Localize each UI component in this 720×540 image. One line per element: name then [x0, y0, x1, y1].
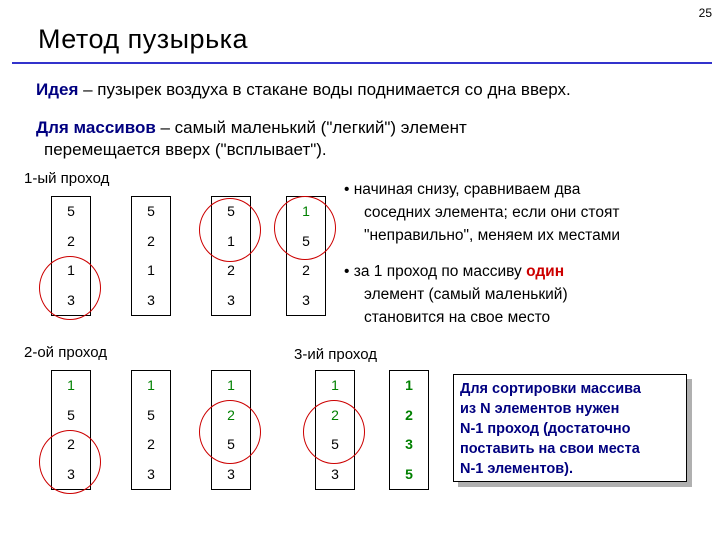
idea-line [36, 80, 571, 100]
array-cell-sorted: 1 [405, 377, 413, 393]
bullet-highlight-word: один [526, 263, 565, 280]
note-line: Для сортировки массива [460, 381, 641, 397]
arrays-text: – самый маленький ("легкий") элемент [155, 118, 467, 137]
third-pass-label: 3-ий проход [294, 346, 377, 363]
array-cell: 5 [147, 406, 155, 423]
array-cell-sorted: 1 [331, 377, 339, 393]
array-cell: 5 [302, 232, 310, 249]
array-cell: 2 [147, 232, 155, 249]
array-cell: 3 [227, 291, 235, 308]
array-cell: 3 [302, 291, 310, 308]
bullet-one-pass-text: • за 1 проход по массиву [344, 263, 527, 280]
array-cell: 5 [227, 436, 235, 452]
array-cell: 2 [67, 232, 75, 249]
array-cell-sorted: 1 [147, 377, 155, 393]
compare-oval [274, 196, 336, 260]
bullet-one-pass-line: становится на свое место [364, 309, 551, 326]
first-pass-label: 1-ый проход [24, 170, 110, 187]
page-number: 25 [698, 6, 712, 20]
array-column-2 [131, 196, 171, 316]
bullet-one-pass-line [344, 260, 568, 283]
arrays-term: Для массивов [36, 118, 156, 137]
compare-oval [39, 430, 101, 494]
array-cell-sorted: 1 [227, 377, 235, 393]
array-cell: 3 [147, 465, 155, 482]
array-cell-sorted: 2 [405, 406, 413, 423]
arrays-line [36, 118, 467, 138]
array-cell-sorted: 5 [405, 465, 413, 482]
array-cell: 5 [67, 406, 75, 423]
note-line: поставить на свои места [460, 441, 640, 457]
array-cell: 5 [67, 203, 75, 219]
array-cell: 1 [147, 262, 155, 278]
bullet-one-pass-line: элемент (самый маленький) [364, 286, 568, 303]
array-cell-sorted: 3 [405, 436, 413, 452]
array-cell: 2 [302, 262, 310, 278]
array-cell: 2 [227, 262, 235, 278]
array-cell-sorted: 1 [302, 203, 310, 219]
array-cell: 3 [331, 465, 339, 482]
note-box [453, 374, 687, 482]
array-column-9 [389, 370, 429, 490]
array-cell-sorted: 2 [331, 406, 339, 423]
array-cell: 3 [227, 465, 235, 482]
array-cell: 1 [67, 262, 75, 278]
idea-text: – пузырек воздуха в стакане воды поднимается со дна вверх. [78, 80, 571, 99]
array-cell: 3 [147, 291, 155, 308]
bullet-compare [344, 178, 620, 247]
second-pass-label: 2-ой проход [24, 344, 107, 361]
array-cell-sorted: 1 [67, 377, 75, 393]
array-cell: 2 [67, 436, 75, 452]
compare-oval [39, 256, 101, 320]
array-cell: 1 [227, 232, 235, 249]
page-title: Метод пузырька [38, 24, 249, 54]
array-cell: 3 [67, 291, 75, 308]
bullet-one-pass [344, 260, 568, 329]
compare-oval [303, 400, 365, 464]
array-cell: 2 [147, 436, 155, 452]
bullet-compare-line: "неправильно", меняем их местами [364, 227, 621, 244]
array-cell: 3 [67, 465, 75, 482]
array-cell: 5 [147, 203, 155, 219]
compare-oval [199, 198, 261, 262]
note-line: N-1 проход (достаточно [460, 421, 631, 437]
compare-oval [199, 400, 261, 464]
bullet-compare-line: соседних элемента; если они стоят [364, 204, 620, 221]
array-cell-sorted: 2 [227, 406, 235, 423]
note-line: N-1 элементов). [460, 461, 574, 477]
array-column-6 [131, 370, 171, 490]
arrays-line-2: перемещается вверх ("всплывает"). [44, 140, 327, 159]
note-line: из N элементов нужен [460, 401, 620, 417]
bullet-compare-line: • начиная снизу, сравниваем два [344, 181, 581, 198]
title-rule [12, 62, 712, 64]
array-cell: 5 [331, 436, 339, 452]
array-cell: 5 [227, 203, 235, 219]
idea-term: Идея [36, 80, 79, 99]
